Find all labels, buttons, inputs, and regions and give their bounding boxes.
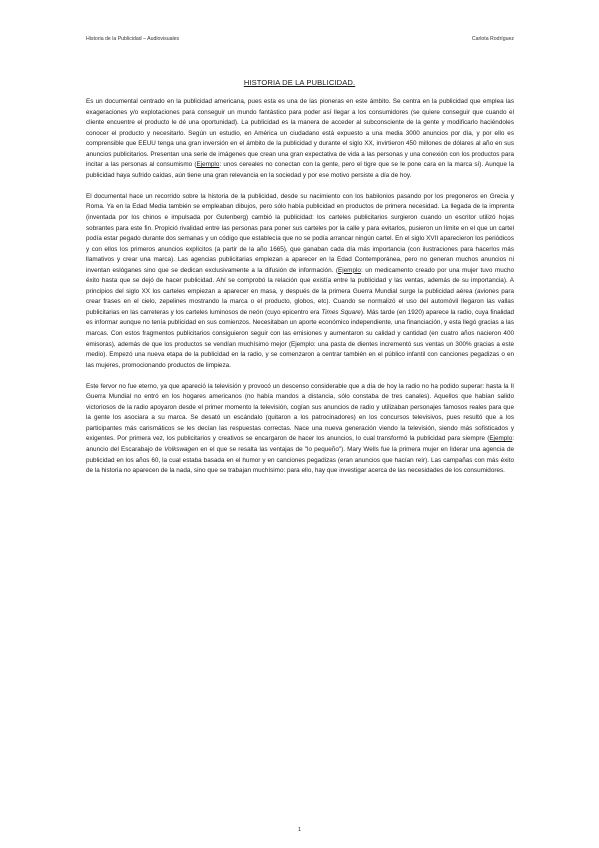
paragraph-2-text-a: El documental hace un recorrido sobre la historia de la publicidad, desde su nacimiento con los babilonios pasando por los pregoneros en Grecia y Roma. Ya en la Edad Media también se empleaban dibujos, pero sólo había publicidad en productos de primera necesidad. La llegada de la imprenta (inventada por los chinos e impulsada por Gutenberg) cambió la publicidad: los carteles publicitarios surgieron cuando un escritor utilizó hojas sobrantes para este fin. Propició rivalidad entre las personas para poner sus carteles por la calle y para evitarlos, pusieron un límite en el que un cartel podía estar pegado durante dos semanas y un código que establecía que no se podía arrancar ningún cartel. En el siglo XVII aparecieron los periódicos y con ellos los primeros anuncios explícitos (a partir de la año 1665), que ganaban cada día más importancia (con ilustraciones para hacerlos más llamativos y crear una marca). Las agencias publicitarias empiezan a aparecer en la Edad Contemporánea, pero no generan muchos anuncios ni inventan eslóganes sino que se dedican exclusivamente a la difusión de información. ( bbox=[86, 192, 514, 274]
paragraph-2 bbox=[86, 192, 514, 371]
example-label: Ejemplo bbox=[338, 266, 361, 274]
paragraph-1-text-b: : unos cereales no conectan con la gente, pero el tigre que se le pone cara en la marca sí). Aunque la publicidad haya sufrido caídas, aún tiene una gran relevancia en la sociedad y por ese motivo persiste a día de hoy. bbox=[86, 161, 514, 179]
paragraph-1-text-a: Es un documental centrado en la publicidad americana, pues esta es una de las pioneras en este ámbito. Se centra en la publicidad que emplea las exageraciones y/o explotaciones para conseguir un mundo fantástico para poder así llegar a los consumidores (se quiere conseguir que cuando el cliente encuentre el producto le dé una oportunidad). La publicidad es la manera de acceder al subconsciente de la gente y modificarlo haciéndoles conocer el producto y necesitarlo. Según un estudio, en América un ciudadano está expuesto a una media 3000 anuncios por día, y por ello es comprensible que EEUU tenga una gran inversión en el ámbito de la publicidad y durante el siglo XX, invirtieron 450 millones de dólares al año en sus anuncios publicitarios. Presentan una serie de imágenes que crean una gran expectativa de vida a las personas y una conexión con los productos para incitar a las personas al consumismo ( bbox=[86, 98, 514, 169]
paragraph-3 bbox=[86, 382, 514, 477]
paragraph-1 bbox=[86, 97, 514, 181]
paragraph-3-text-b: : anuncio del Escarabajo de bbox=[86, 435, 514, 453]
paragraph-3-text-c: en el que se resalta las ventajas de "lo pequeño"). Mary Wells fue la primera mujer en liderar una agencia de publicidad en los años 60, la cual estaba basada en el humor y en canciones pegadizas (eran anuncios que hacían reír). Las campañas con más éxito de la historia no aparecen de la nada, sino que se trabajan muchísimo: para ello, hay que investigar acerca de las necesidades de los consumidores. bbox=[86, 445, 515, 475]
paragraph-3-text-a: Este fervor no fue eterno, ya que apareció la televisión y provocó un descenso considerable que a día de hoy la radio no ha podido superar: hasta la II Guerra Mundial no entró en los hogares americanos (no había mandos a distancia, sólo constaba de tres canales). Aquellos que habían salido victoriosos de la radio apoyaron desde el primer momento la televisión, cogían sus anuncios de radio y utilizaban personajes famosos reales para que la gente los asociara a su marca. Se desató un escándalo (quitaron a los patrocinadores) en los concursos televisivos, pues resultó que a los participantes más carismáticos se les decían las respuestas correctas. Nace una nueva generación viendo la televisión, siendo más sofisticados y exigentes. Por primera vez, los publicitarios y creativos se encargaron de hacer los anuncios, lo cual transformó la publicidad para siempre ( bbox=[86, 382, 514, 443]
example-label: Ejemplo bbox=[196, 161, 220, 169]
example-label: Ejemplo bbox=[489, 435, 513, 443]
italic-term: Volkswagen bbox=[164, 445, 199, 453]
page-number: 1 bbox=[298, 827, 301, 833]
paragraph-2-text-b: : un medicamento creado por una mujer tuvo mucho éxito hasta que se dejó de hacer publicidad. Ahí se comprobó la relación que existía entre la publicidad y las ventas, además de su importancia). A principios del siglo XX los carteles empiezan a aparecer en masa, y después de la primera Guerra Mundial surge la publicidad aérea (aviones para crear frases en el cielo, zepelines mostrando la marca o el producto, globos, etc). Cuando se normalizó el uso del automóvil llegaron las vallas publicitarias en las carreteras y los carteles luminosos de neón (cuyo epicentro era bbox=[86, 266, 514, 316]
document-title: HISTORIA DE LA PUBLICIDAD. bbox=[243, 78, 356, 87]
header-right: Carlota Rodríguez bbox=[471, 36, 514, 42]
document-body bbox=[86, 97, 514, 487]
header-left: Historia de la Publicidad – Audiovisuales bbox=[86, 36, 180, 42]
italic-term: Times Square bbox=[321, 308, 361, 316]
paragraph-2-text-c: ). Más tarde (en 1920) aparece la radio, cuya finalidad es informar aunque no tenía publicidad en sus comienzos. Necesitaban un aporte económico independiente, una financiación, y esta llegó gracias a las marcas. Con estos fragmentos publicitarios consiguieron seguir con las emisiones y aumentaron su calidad y cantidad (en cuatro años nacieron 400 emisoras), además de que los productos se vendían muchísimo mejor (Ejemplo: una pasta de dientes incrementó sus ventas un 300% gracias a este medio). Empezó una nueva etapa de la publicidad en la radio, y se comenzaron a centrar también en el público infantil con canciones pegadizas o en las mujeres, promocionando productos de limpieza. bbox=[86, 308, 514, 369]
